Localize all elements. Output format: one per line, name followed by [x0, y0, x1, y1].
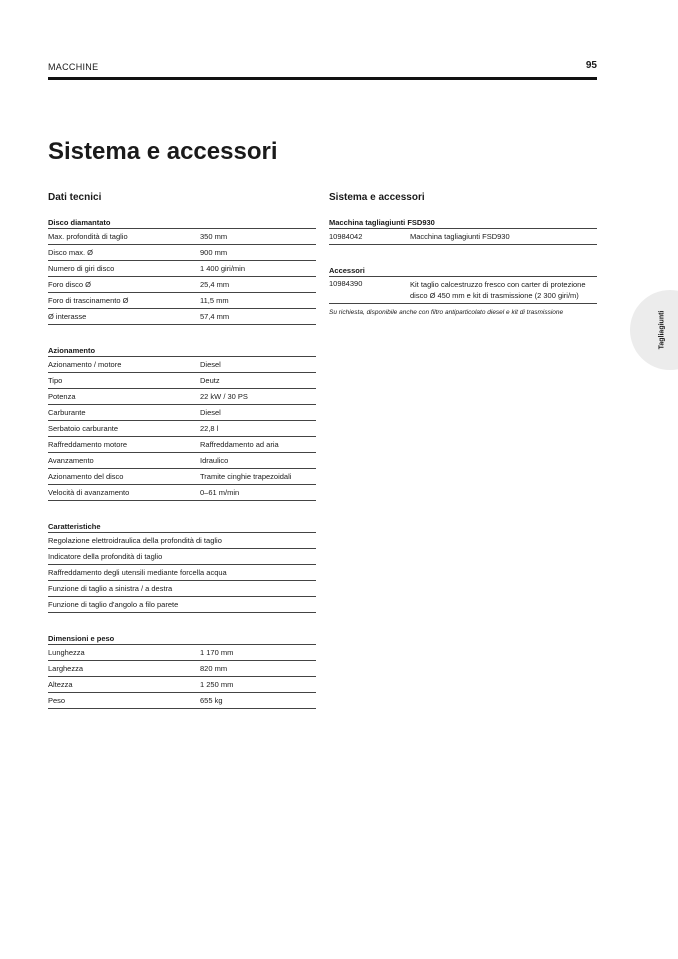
spec-row — [48, 549, 316, 565]
spec-row — [48, 389, 316, 405]
spec-label: Potenza — [48, 392, 76, 401]
spec-value: 1 170 mm — [200, 648, 234, 657]
spec-value: 25,4 mm — [200, 280, 230, 289]
spec-group — [48, 214, 316, 325]
spec-value: 350 mm — [200, 232, 228, 241]
spec-label: Max. profondità di taglio — [48, 232, 128, 241]
spec-value: 1 250 mm — [200, 680, 234, 689]
spec-label: Indicatore della profondità di taglio — [48, 552, 163, 561]
spec-row — [48, 437, 316, 453]
spec-value: 655 kg — [200, 696, 223, 705]
system-accessories-heading: Sistema e accessori — [329, 192, 425, 203]
spec-label: Peso — [48, 696, 66, 705]
page-number: 95 — [585, 60, 597, 71]
spec-row — [48, 373, 316, 389]
availability-note: Su richiesta, disponibile anche con filtro antiparticolato diesel e kit di trasmissione — [329, 309, 564, 316]
spec-row — [48, 277, 316, 293]
article-number: 10984390 — [329, 279, 363, 288]
accessory-group — [329, 214, 597, 245]
spec-row — [48, 693, 316, 709]
spec-row — [48, 261, 316, 277]
spec-label: Avanzamento — [48, 456, 94, 465]
side-tab[interactable] — [630, 290, 678, 370]
spec-group — [48, 518, 316, 613]
spec-label: Foro di trascinamento Ø — [48, 296, 129, 305]
spec-row — [48, 309, 316, 325]
spec-value: Idraulico — [200, 456, 229, 465]
spec-row — [48, 565, 316, 581]
side-tab-label[interactable]: Tagliagiunti — [658, 310, 666, 350]
spec-value: 11,5 mm — [200, 296, 229, 305]
accessory-group-title: Accessori — [329, 262, 597, 277]
accessory-row — [329, 277, 597, 304]
article-number: 10984042 — [329, 232, 363, 241]
spec-value: 900 mm — [200, 248, 228, 257]
spec-label: Tipo — [48, 376, 63, 385]
spec-value: 0–61 m/min — [200, 488, 240, 497]
spec-row — [48, 357, 316, 373]
spec-value: Deutz — [200, 376, 220, 385]
spec-label: Funzione di taglio d'angolo a filo parete — [48, 600, 179, 609]
spec-group-title: Caratteristiche — [48, 518, 316, 533]
spec-label: Azionamento del disco — [48, 472, 124, 481]
article-description: Macchina tagliagiunti FSD930 — [410, 232, 510, 241]
spec-value: 1 400 giri/min — [200, 264, 246, 273]
spec-label: Regolazione elettroidraulica della profondità di taglio — [48, 536, 222, 545]
spec-label: Raffreddamento motore — [48, 440, 128, 449]
spec-value: Tramite cinghie trapezoidali — [200, 472, 292, 481]
spec-label: Ø interasse — [48, 312, 87, 321]
spec-value: 22,8 l — [200, 424, 219, 433]
page-title: Sistema e accessori — [48, 138, 278, 165]
section-label: MACCHINE — [48, 62, 99, 72]
spec-row — [48, 421, 316, 437]
accessory-row — [329, 229, 597, 245]
spec-label: Numero di giri disco — [48, 264, 115, 273]
spec-row — [48, 229, 316, 245]
spec-group-title: Dimensioni e peso — [48, 630, 316, 645]
spec-value: Diesel — [200, 408, 221, 417]
spec-label: Altezza — [48, 680, 73, 689]
spec-label: Foro disco Ø — [48, 280, 91, 289]
spec-value: 22 kW / 30 PS — [200, 392, 248, 401]
spec-label: Disco max. Ø — [48, 248, 94, 257]
spec-row — [48, 485, 316, 501]
spec-group-title: Azionamento — [48, 342, 316, 357]
spec-row — [48, 245, 316, 261]
spec-label: Raffreddamento degli utensili mediante forcella acqua — [48, 568, 227, 577]
spec-row — [48, 581, 316, 597]
spec-row — [48, 405, 316, 421]
technical-data-heading: Dati tecnici — [48, 192, 102, 203]
spec-value: Diesel — [200, 360, 221, 369]
spec-label: Lunghezza — [48, 648, 85, 657]
article-description: Kit taglio calcestruzzo fresco con carter di protezione disco Ø 450 mm e kit di trasmissione (2 300 giri/m) — [410, 280, 586, 300]
spec-group-title: Disco diamantato — [48, 214, 316, 229]
spec-value: 820 mm — [200, 664, 228, 673]
accessory-group-title: Macchina tagliagiunti FSD930 — [329, 214, 597, 229]
spec-value: Raffreddamento ad aria — [200, 440, 279, 449]
spec-row — [48, 677, 316, 693]
system-accessories-column — [329, 214, 597, 316]
header-rule — [48, 77, 597, 80]
spec-row — [48, 469, 316, 485]
spec-label: Serbatoio carburante — [48, 424, 119, 433]
technical-data-column — [48, 214, 316, 726]
spec-label: Velocità di avanzamento — [48, 488, 130, 497]
spec-row — [48, 597, 316, 613]
spec-row — [48, 645, 316, 661]
accessory-group — [329, 262, 597, 304]
spec-group — [48, 342, 316, 501]
spec-label: Funzione di taglio a sinistra / a destra — [48, 584, 173, 593]
spec-value: 57,4 mm — [200, 312, 230, 321]
spec-row — [48, 661, 316, 677]
spec-row — [48, 533, 316, 549]
spec-row — [48, 453, 316, 469]
spec-row — [48, 293, 316, 309]
spec-label: Azionamento / motore — [48, 360, 122, 369]
spec-label: Larghezza — [48, 664, 84, 673]
spec-group — [48, 630, 316, 709]
spec-label: Carburante — [48, 408, 86, 417]
